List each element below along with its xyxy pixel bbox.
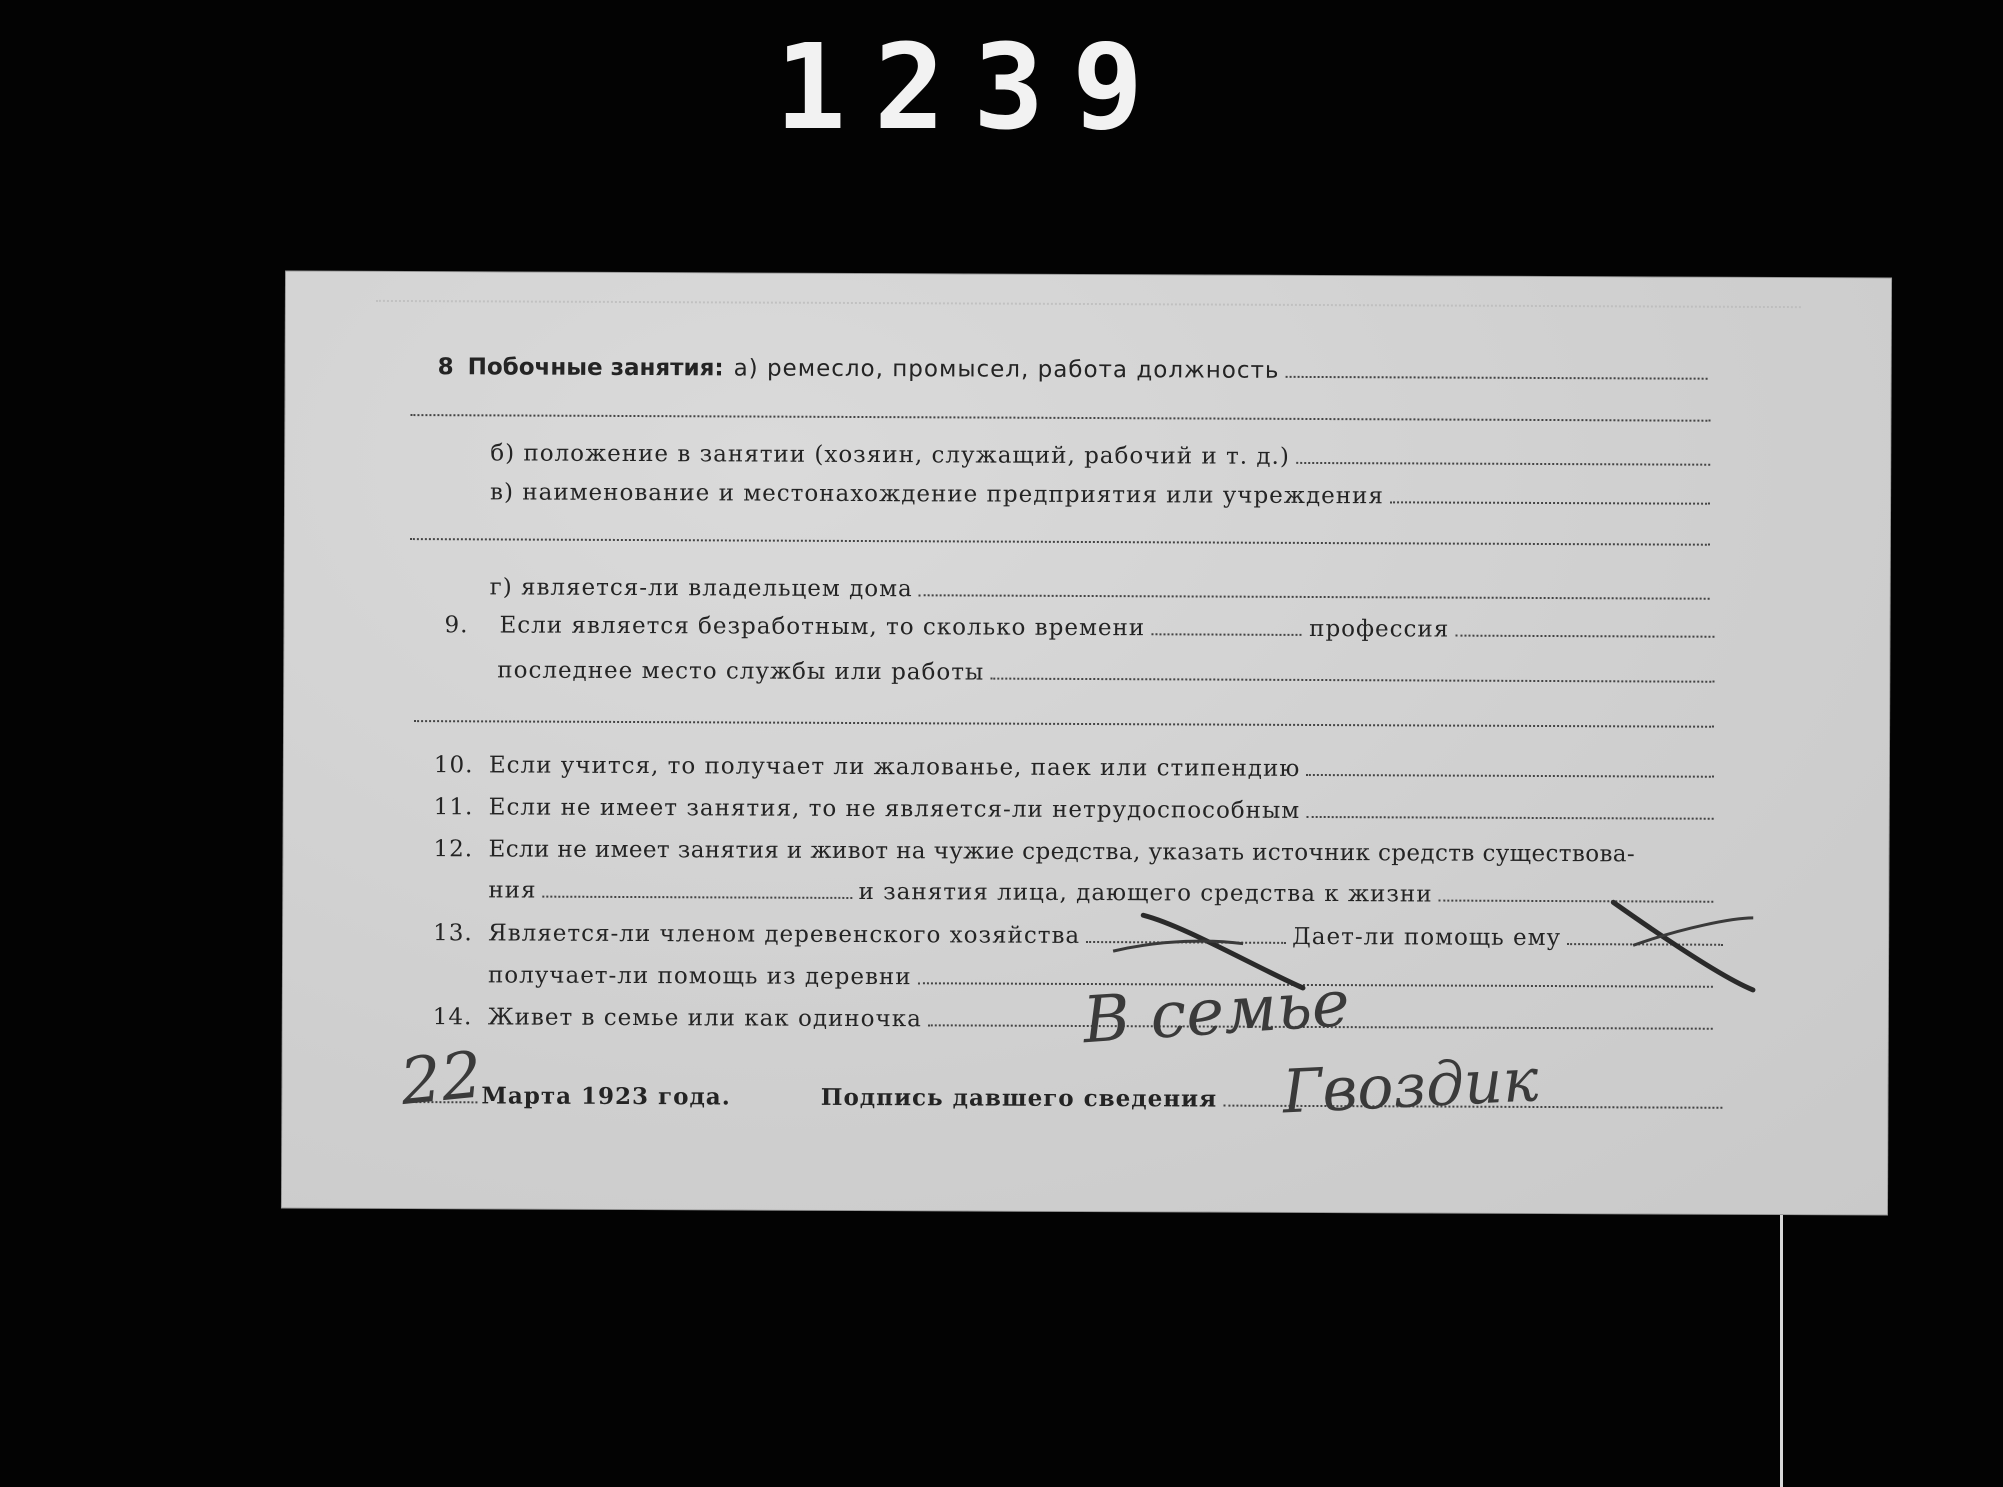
q12-cont-a: ния <box>488 877 537 904</box>
census-card <box>282 272 1891 1215</box>
q9-text: Если является безработным, то сколько времени <box>499 612 1146 642</box>
q10-row <box>434 752 1714 784</box>
q12-source-line <box>542 895 852 899</box>
signature-handwritten: Гвоздик <box>1280 1045 1541 1128</box>
q8-d-answer-line <box>919 593 1710 599</box>
q8-row <box>438 354 1708 386</box>
q8-c-continuation-line <box>410 538 1710 546</box>
q12-row <box>433 836 1723 868</box>
q14-row <box>433 1004 1713 1036</box>
q8-c-text: в) наименование и местонахождение предприятия или учреждения <box>490 479 1384 510</box>
q10-text: Если учится, то получает ли жалованье, паек или стипендию <box>488 752 1301 782</box>
q13-help-from: получает-ли помощь из деревни <box>487 962 912 991</box>
bleed-through-text <box>376 300 1801 318</box>
frame-number: 1239 <box>775 18 1172 156</box>
q13-row <box>433 920 1723 952</box>
q14-number: 14. <box>432 1004 473 1031</box>
signature-label: Подпись давшего сведения <box>820 1083 1218 1113</box>
q9-duration-line <box>1151 632 1301 636</box>
q9-continuation-line <box>414 720 1714 728</box>
q12-cont-row <box>488 877 1713 908</box>
q9-last-place-text: последнее место службы или работы <box>497 657 985 686</box>
q13-number: 13. <box>433 920 473 947</box>
q8-d-row <box>490 574 1710 605</box>
date-month-year: Марта 1923 года. <box>481 1082 731 1111</box>
q8-b-row <box>490 440 1710 471</box>
q9-last-place-line <box>990 677 1714 683</box>
film-edge-mark <box>1780 1215 1783 1487</box>
q8-a-continuation-line <box>410 414 1710 422</box>
q8-c-row <box>490 479 1710 510</box>
q8-b-answer-line <box>1296 461 1710 466</box>
q13-strike-marks <box>282 272 1891 1215</box>
q13-text: Является-ли членом деревенского хозяйства <box>488 920 1081 949</box>
q9-profession-line <box>1455 634 1714 638</box>
q12-cont-b: и занятия лица, дающего средства к жизни <box>858 879 1433 908</box>
q11-answer-line <box>1306 815 1714 820</box>
q11-row <box>434 794 1714 826</box>
q12-text: Если не имеет занятия и живот на чужие средства, указать источник средств существова- <box>488 836 1636 868</box>
q8-a-text: а) ремесло, промысел, работа должность <box>733 355 1280 384</box>
q8-number: 8 <box>437 354 454 381</box>
q8-a-answer-line <box>1285 375 1707 380</box>
q8-c-answer-line <box>1390 500 1710 504</box>
date-day-handwritten: 22 <box>397 1038 486 1121</box>
q14-handwritten-answer: В семье <box>1080 966 1352 1059</box>
q11-text: Если не имеет занятия, то не является-ли нетрудоспособным <box>488 794 1301 824</box>
q13-help-to-line <box>1567 942 1723 946</box>
q10-number: 10. <box>433 752 474 779</box>
q12-number: 12. <box>433 836 474 863</box>
q13-member-line <box>1086 940 1286 944</box>
q9-profession-label: профессия <box>1309 615 1450 643</box>
q12-occupation-line <box>1439 899 1714 903</box>
q10-answer-line <box>1306 773 1714 778</box>
q11-number: 11. <box>433 794 474 821</box>
q14-text: Живет в семье или как одиночка <box>487 1004 922 1033</box>
q13-help-to: Дает-ли помощь ему <box>1292 923 1562 952</box>
q8-d-text: г) является-ли владельцем дома <box>489 574 913 603</box>
q8-label: Побочные занятия: <box>467 354 724 382</box>
q9-last-place-row <box>497 657 1714 688</box>
q8-b-text: б) положение в занятии (хозяин, служащий, рабочий и т. д.) <box>490 440 1290 470</box>
q9-number: 9. <box>444 612 469 639</box>
q9-row <box>444 612 1714 644</box>
